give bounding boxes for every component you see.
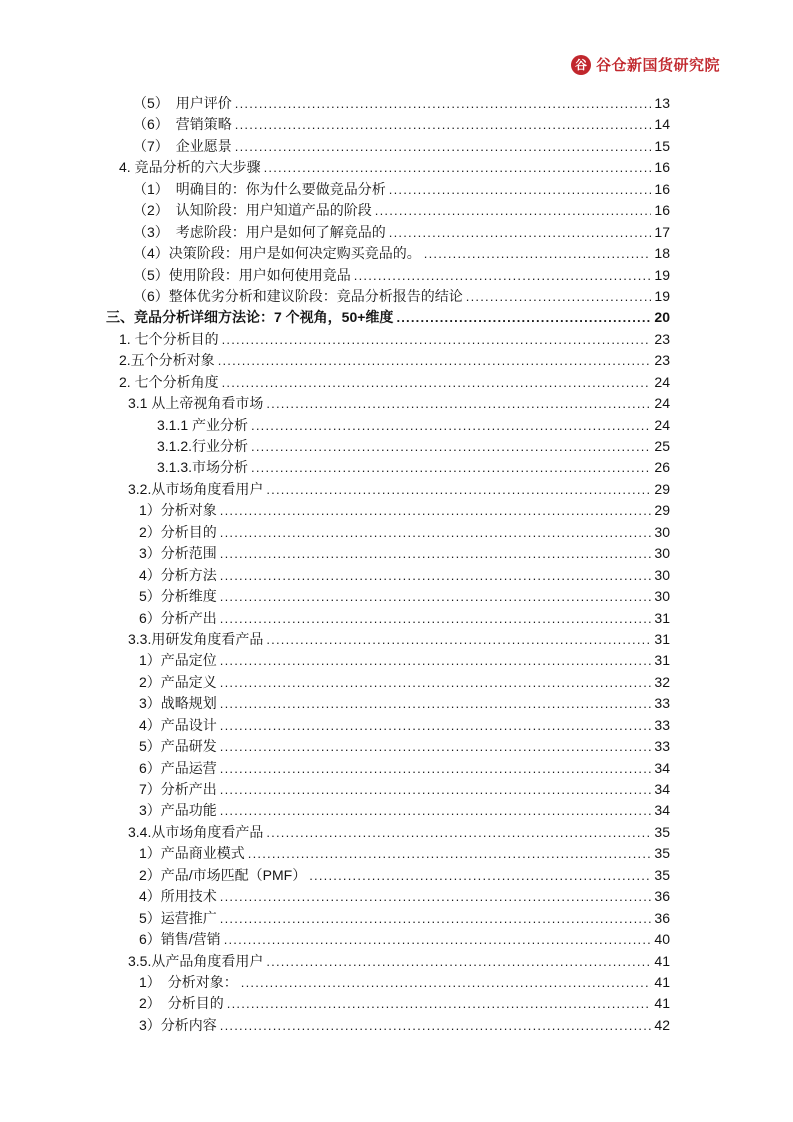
page-number: 41 — [654, 952, 670, 969]
toc-entry[interactable] — [139, 800, 670, 821]
dot-leader — [220, 608, 652, 629]
toc-entry[interactable] — [119, 372, 670, 393]
dot-leader — [220, 650, 652, 671]
page-number: 20 — [654, 309, 670, 326]
toc-entry[interactable] — [133, 179, 670, 200]
toc-entry[interactable] — [139, 758, 670, 779]
toc-entry[interactable] — [119, 350, 670, 371]
toc-entry[interactable] — [139, 650, 670, 671]
dot-leader — [220, 1015, 652, 1036]
toc-entry[interactable] — [133, 136, 670, 157]
toc-entry[interactable] — [139, 586, 670, 607]
toc-entry-title: 2） 分析目的 — [139, 995, 224, 1012]
toc-entry[interactable] — [128, 822, 670, 843]
page-number: 33 — [654, 695, 670, 712]
page-number: 24 — [654, 395, 670, 412]
toc-entry-title: 6）分析产出 — [139, 609, 217, 626]
toc-entry[interactable] — [133, 265, 670, 286]
page-number: 14 — [654, 116, 670, 133]
dot-leader — [220, 736, 652, 757]
toc-entry[interactable] — [133, 222, 670, 243]
toc-entry[interactable] — [119, 157, 670, 178]
dot-leader — [251, 415, 651, 436]
toc-entry[interactable] — [157, 436, 670, 457]
page-number: 23 — [654, 330, 670, 347]
toc-entry[interactable] — [139, 522, 670, 543]
dot-leader — [220, 758, 652, 779]
toc-entry-title: 3.1 从上帝视角看市场 — [128, 395, 264, 412]
toc-entry[interactable] — [139, 672, 670, 693]
toc-entry-title: 7）分析产出 — [139, 781, 217, 797]
dot-leader — [220, 522, 652, 543]
page-number: 15 — [654, 137, 670, 154]
toc-entry-title: 3.1.3.市场分析 — [157, 459, 249, 476]
page-number: 35 — [654, 845, 670, 862]
page-number: 40 — [654, 931, 670, 948]
toc-entry[interactable] — [139, 736, 670, 757]
toc-entry-title: 三、竞品分析详细方法论：7 个视角，50+维度 — [106, 309, 394, 326]
page-number: 29 — [654, 502, 670, 519]
page-number: 33 — [654, 738, 670, 755]
toc-entry[interactable] — [139, 865, 670, 886]
page-number: 13 — [654, 95, 670, 111]
toc-entry[interactable] — [139, 972, 670, 993]
toc-entry-title: 2）分析目的 — [139, 523, 217, 540]
dot-leader — [266, 951, 651, 972]
dot-leader — [251, 436, 651, 457]
dot-leader — [222, 329, 652, 350]
toc-entry-title: （2） 认知阶段：用户知道产品的阶段 — [133, 202, 372, 219]
dot-leader — [309, 865, 651, 886]
toc-entry[interactable] — [139, 779, 670, 800]
dot-leader — [224, 929, 652, 950]
page-number: 41 — [654, 995, 670, 1012]
toc-entry-title: （4）决策阶段：用户是如何决定购买竞品的。 — [133, 245, 421, 262]
page-number: 34 — [654, 802, 670, 819]
toc-entry-title: （1） 明确目的：你为什么要做竞品分析 — [133, 180, 386, 197]
page-number: 30 — [654, 545, 670, 562]
toc-entry-title: 2. 七个分析角度 — [119, 373, 219, 390]
page-number: 36 — [654, 888, 670, 905]
toc-entry-title: 6）销售/营销 — [139, 931, 221, 948]
toc-entry-title: 3.1.2.行业分析 — [157, 438, 249, 454]
toc-entry-title: （5）使用阶段：用户如何使用竞品 — [133, 266, 351, 283]
page-number: 35 — [654, 866, 670, 883]
toc-entry[interactable] — [133, 114, 670, 135]
toc-entry[interactable] — [139, 843, 670, 864]
page-number: 31 — [654, 630, 670, 647]
toc-entry-title: （6） 营销策略 — [133, 116, 232, 133]
page-number: 24 — [654, 373, 670, 390]
dot-leader — [220, 886, 652, 907]
toc-entry-title: 3）战略规划 — [139, 695, 217, 712]
toc-entry[interactable] — [139, 543, 670, 564]
page-number: 18 — [654, 245, 670, 262]
page-number: 24 — [654, 416, 670, 433]
toc-entry[interactable] — [139, 693, 670, 714]
dot-leader — [235, 136, 652, 157]
dot-leader — [375, 200, 652, 221]
dot-leader — [266, 393, 651, 414]
page-number: 16 — [654, 180, 670, 197]
page-number: 33 — [654, 716, 670, 733]
toc-entry-title: 3.2.从市场角度看用户 — [128, 480, 264, 497]
toc-entry[interactable] — [139, 993, 670, 1014]
page-number: 19 — [654, 287, 670, 304]
toc-entry[interactable] — [133, 243, 670, 264]
logo-icon-glyph: 谷 — [574, 57, 587, 72]
toc-entry-title: 5）运营推广 — [139, 909, 217, 926]
toc-entry[interactable] — [139, 715, 670, 736]
toc-entry-title: 2）产品定义 — [139, 673, 217, 690]
page-number: 25 — [654, 438, 670, 454]
toc-entry-title: 6）产品运营 — [139, 759, 217, 776]
page-number: 30 — [654, 588, 670, 605]
toc-entry-title: 3）分析范围 — [139, 545, 217, 562]
dot-leader — [389, 222, 652, 243]
toc-entry-title: （5） 用户评价 — [133, 95, 232, 111]
dot-leader — [235, 114, 652, 135]
toc-entry[interactable] — [139, 929, 670, 950]
page-number: 31 — [654, 609, 670, 626]
dot-leader — [220, 543, 652, 564]
toc-entry-title: 2.五个分析对象 — [119, 352, 215, 369]
table-of-contents — [106, 93, 670, 1036]
toc-entry[interactable] — [139, 565, 670, 586]
dot-leader — [227, 993, 652, 1014]
page-number: 42 — [654, 1016, 670, 1033]
toc-entry-title: （7） 企业愿景 — [133, 137, 232, 154]
toc-entry[interactable] — [128, 479, 670, 500]
dot-leader — [220, 672, 652, 693]
dot-leader — [220, 586, 652, 607]
dot-leader — [251, 457, 651, 478]
toc-entry-title: （3） 考虑阶段：用户是如何了解竞品的 — [133, 223, 386, 240]
dot-leader — [264, 157, 652, 178]
toc-entry-title: 1. 七个分析目的 — [119, 330, 219, 347]
brand-logo-text: 谷仓新国货研究院 — [596, 57, 721, 74]
dot-leader — [241, 972, 652, 993]
dot-leader — [266, 479, 651, 500]
toc-entry-title: 4）所用技术 — [139, 888, 217, 905]
toc-entry-title: 4）产品设计 — [139, 716, 217, 733]
brand-logo — [571, 54, 720, 75]
toc-entry[interactable] — [139, 908, 670, 929]
dot-leader — [220, 715, 652, 736]
toc-entry[interactable] — [157, 415, 670, 436]
page-number: 35 — [654, 823, 670, 840]
dot-leader — [235, 93, 652, 114]
dot-leader — [396, 307, 651, 328]
page-number: 32 — [654, 673, 670, 690]
dot-leader — [424, 243, 652, 264]
page-number: 26 — [654, 459, 670, 476]
toc-entry[interactable] — [133, 93, 670, 114]
dot-leader — [389, 179, 652, 200]
toc-entry-title: 1）产品商业模式 — [139, 845, 245, 862]
toc-entry[interactable] — [128, 629, 670, 650]
toc-entry-title: 1） 分析对象： — [139, 973, 238, 990]
dot-leader — [222, 372, 652, 393]
page-number: 31 — [654, 652, 670, 669]
page-number: 30 — [654, 523, 670, 540]
dot-leader — [218, 350, 652, 371]
page-number: 17 — [654, 223, 670, 240]
page-number: 36 — [654, 909, 670, 926]
dot-leader — [466, 286, 652, 307]
dot-leader — [220, 500, 652, 521]
dot-leader — [220, 800, 652, 821]
dot-leader — [354, 265, 652, 286]
toc-entry[interactable] — [119, 329, 670, 350]
toc-entry-title: 4. 竞品分析的六大步骤 — [119, 159, 261, 176]
toc-entry-title: 1）产品定位 — [139, 652, 217, 669]
page-number: 41 — [654, 973, 670, 990]
dot-leader — [220, 693, 652, 714]
dot-leader — [220, 779, 652, 800]
toc-entry-title: 3.5.从产品角度看用户 — [128, 952, 264, 969]
toc-entry-title: 3.4.从市场角度看产品 — [128, 823, 264, 840]
toc-entry-title: 3.1.1 产业分析 — [157, 416, 249, 433]
dot-leader — [248, 843, 652, 864]
dot-leader — [220, 908, 652, 929]
page-number: 19 — [654, 266, 670, 283]
dot-leader — [220, 565, 652, 586]
toc-entry-title: 3）分析内容 — [139, 1016, 217, 1033]
toc-entry-title: 5）分析维度 — [139, 588, 217, 605]
page-number: 16 — [654, 202, 670, 219]
toc-entry[interactable] — [133, 200, 670, 221]
page-number: 30 — [654, 566, 670, 583]
page-number: 29 — [654, 480, 670, 497]
toc-entry[interactable] — [139, 886, 670, 907]
toc-entry-title: 3）产品功能 — [139, 802, 217, 819]
dot-leader — [266, 629, 651, 650]
toc-entry[interactable] — [157, 457, 670, 478]
toc-entry[interactable] — [139, 608, 670, 629]
toc-entry-title: 2）产品/市场匹配（PMF） — [139, 866, 307, 883]
toc-entry[interactable] — [128, 393, 670, 414]
dot-leader — [266, 822, 651, 843]
page-number: 34 — [654, 781, 670, 797]
toc-entry-title: 5）产品研发 — [139, 738, 217, 755]
page-number: 23 — [654, 352, 670, 369]
toc-entry[interactable] — [128, 951, 670, 972]
granary-circle-icon — [571, 55, 591, 75]
toc-entry[interactable] — [133, 286, 670, 307]
toc-entry[interactable] — [139, 500, 670, 521]
toc-entry-title: 4）分析方法 — [139, 566, 217, 583]
page-number: 34 — [654, 759, 670, 776]
toc-entry-title: （6）整体优劣分析和建议阶段：竞品分析报告的结论 — [133, 287, 463, 304]
toc-entry[interactable] — [139, 1015, 670, 1036]
toc-entry[interactable] — [106, 307, 670, 328]
page-number: 16 — [654, 159, 670, 176]
toc-entry-title: 3.3.用研发角度看产品 — [128, 630, 264, 647]
toc-entry-title: 1）分析对象 — [139, 502, 217, 519]
